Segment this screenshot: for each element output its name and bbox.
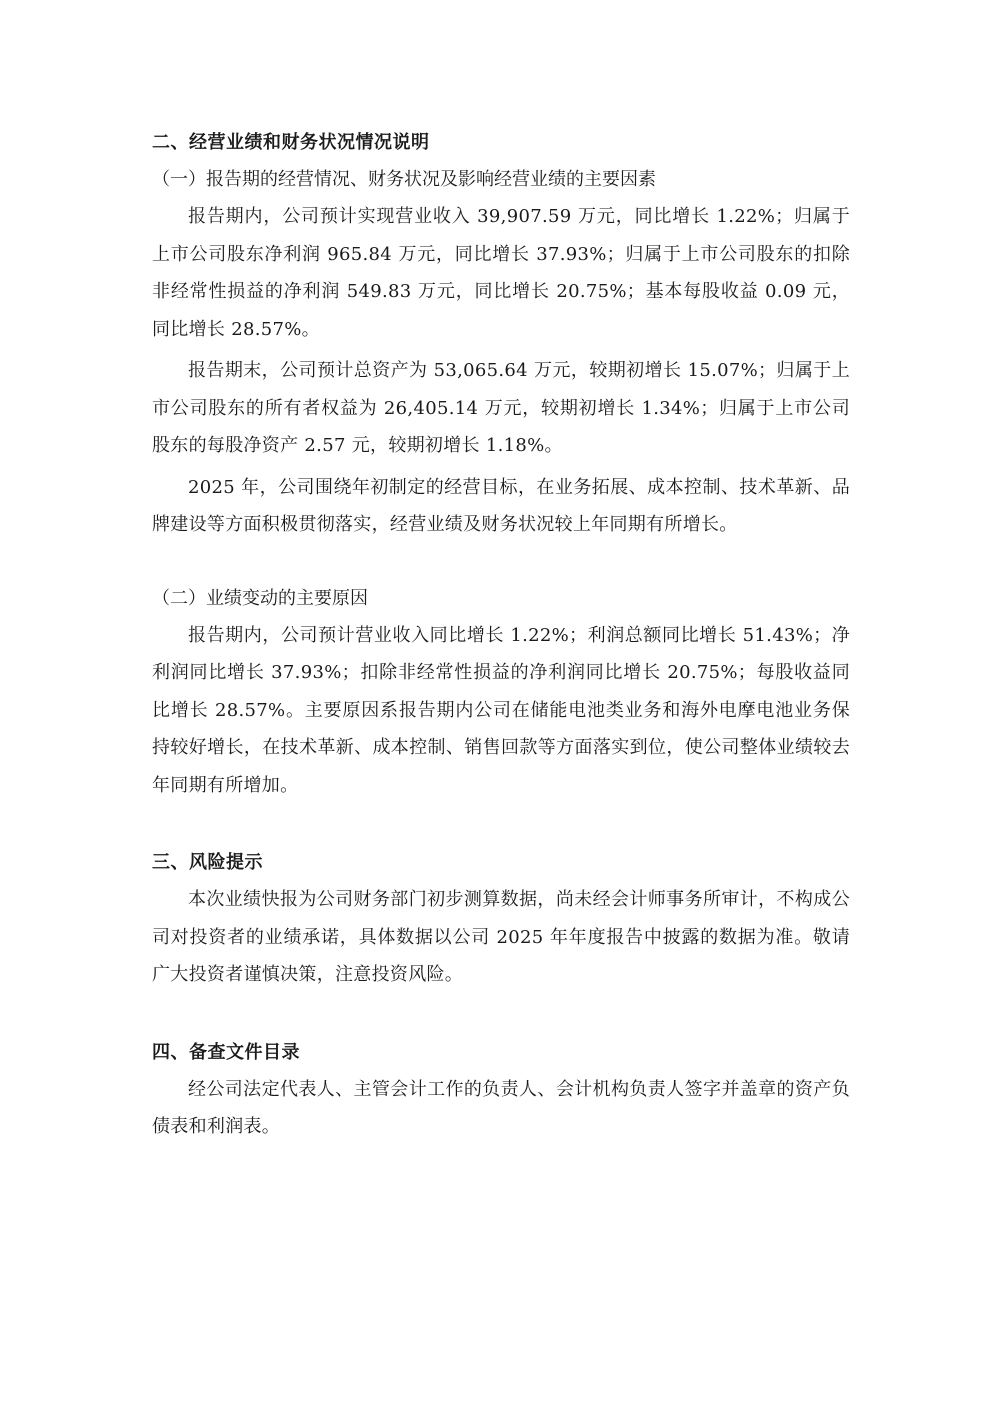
section2-sub2-paragraph-1: 报告期内，公司预计营业收入同比增长 1.22%；利润总额同比增长 51.43%；净利润同比增长 37.93%；扣除非经常性损益的净利润同比增长 20.75%；每股收益同比增长 28.57%。主要原因系报告期内公司在储能电池类业务和海外电摩电池业务保持较好增长，在技术革新、成本控制、销售回款等方面落实到位，使公司整体业绩较去年同期有所增加。 xyxy=(152,624,850,796)
section2-sub1-paragraph-1: 报告期内，公司预计实现营业收入 39,907.59 万元，同比增长 1.22%；归属于上市公司股东净利润 965.84 万元，同比增长 37.93%；归属于上市公司股东的扣除非经常性损益的净利润 549.83 万元，同比增长 20.75%；基本每股收益 0.09 元，同比增长 28.57%。 xyxy=(152,206,850,340)
section4-paragraph-1: 经公司法定代表人、主管会计工作的负责人、会计机构负责人签字并盖章的资产负债表和利润表。 xyxy=(152,1078,850,1137)
section3-paragraph-1: 本次业绩快报为公司财务部门初步测算数据，尚未经会计师事务所审计，不构成公司对投资者的业绩承诺，具体数据以公司 2025 年年度报告中披露的数据为准。敬请广大投资者谨慎决策，注意投资风险。 xyxy=(152,889,850,985)
spacer xyxy=(152,548,850,580)
section2-sub1-paragraph-2: 报告期末，公司预计总资产为 53,065.64 万元，较期初增长 15.07%；归属于上市公司股东的所有者权益为 26,405.14 万元，较期初增长 1.34%；归属于上市公司股东的每股净资产 2.57 元，较期初增长 1.18%。 xyxy=(152,360,850,456)
spacer xyxy=(152,998,850,1034)
section4-title: 四、备查文件目录 xyxy=(152,1041,300,1063)
document-page xyxy=(152,124,850,1150)
spacer xyxy=(152,808,850,844)
section2-sub1-paragraph-3: 2025 年，公司围绕年初制定的经营目标，在业务拓展、成本控制、技术革新、品牌建设等方面积极贯彻落实，经营业绩及财务状况较上年同期有所增长。 xyxy=(152,476,850,535)
section2-sub2-title: （二）业绩变动的主要原因 xyxy=(152,587,368,609)
section2-sub1-title: （一）报告期的经营情况、财务状况及影响经营业绩的主要因素 xyxy=(152,169,656,190)
section3-title: 三、风险提示 xyxy=(152,852,263,873)
section2-title: 二、经营业绩和财务状况情况说明 xyxy=(152,132,430,153)
